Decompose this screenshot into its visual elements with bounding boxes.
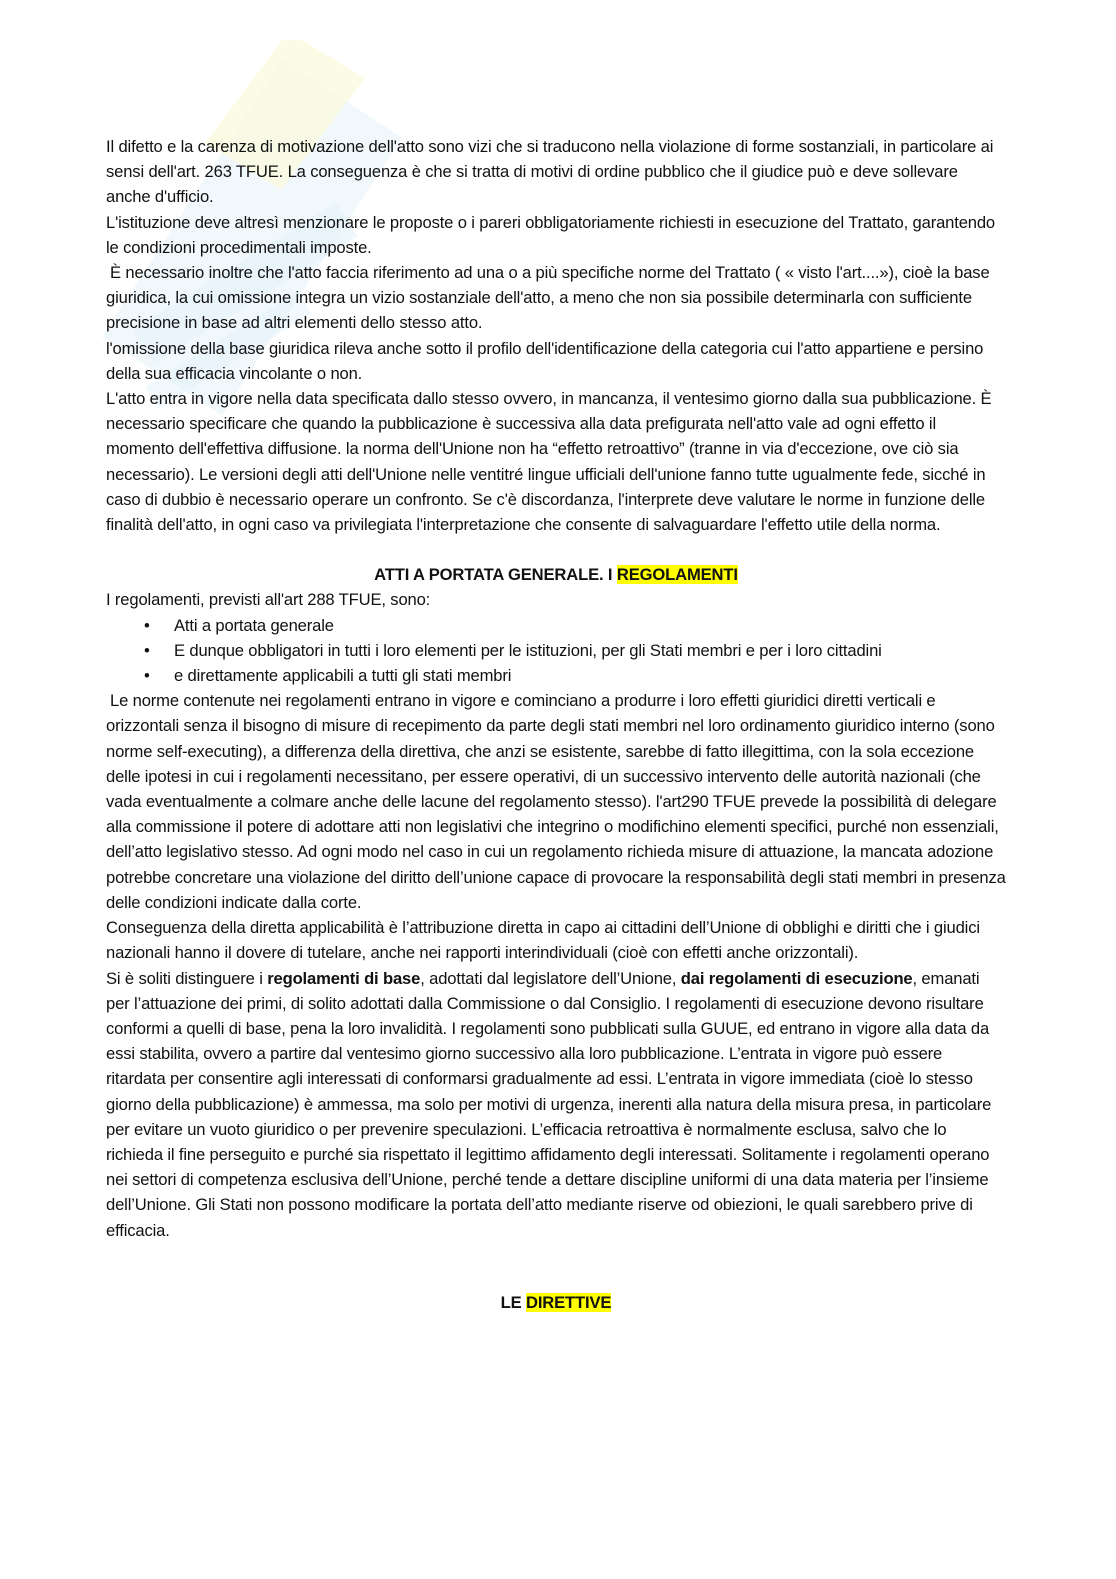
bold-regolamenti-base: regolamenti di base <box>267 968 421 988</box>
paragraph-regolamenti-lead: I regolamenti, previsti all'art 288 TFUE, sono: <box>106 590 431 610</box>
text-span: , adottati dal legislatore dell’Unione, <box>420 968 681 988</box>
list-item: • e direttamente applicabili a tutti gli stati membri <box>174 663 1006 688</box>
text-span: , emanati per l’attuazione dei primi, di solito adottati dalla Commissione o dal Consiglio. I regolamenti di esecuzione devono risultare conformi a quelli di base, pena la loro invalidità. I regolamenti sono pubblicati sulla GUUE, ed entrano in vigore alla data da essi stabilita, ovvero a partire dal ventesimo giorno successivo alla loro pubblicazione. L’entrata in vigore può essere ritardata per consentire agli interessati di conformarsi gradualmente ad essi. L’entrata in vigore immediata (cioè lo stesso giorno della pubblicazione) è ammessa, ma solo per motivi di urgenza, inerenti alla natura della misura presa, in particolare per evitare un vuoto giuridico o per prevenire speculazioni. L’efficacia retroattiva è normalmente esclusa, salvo che lo richieda il fine perseguito e purché sia rispettato il legittimo affidamento degli interessati. Solitamente i regolamenti operano nei settori di competenza esclusiva dell’Unione, perché tende a dettare discipline uniformi di una data materia per l’insieme dell’Unione. Gli Stati non possono modificare la portata dell’atto mediante riserve od obiezioni, le quali sarebbero prive di efficacia. <box>106 968 992 1240</box>
paragraph-entrata-vigore: L'atto entra in vigore nella data specificata dallo stesso ovvero, in mancanza, il ventesimo giorno dalla sua pubblicazione. È necessario specificare che quando la pubblicazione è successiva alla data prefigurata nell'atto vale ad ogni effetto il momento dell'effettiva diffusione. la norma dell'Unione non ha “effetto retroattivo” (tranne in via d'eccezione, ove ciò sia necessario). Le versioni degli atti dell'Unione nelle ventitré lingue ufficiali dell'unione fanno tutte ugualmente fede, sicché in caso di dubbio è necessario operare un confronto. Se c'è discordanza, l'interprete deve valutare le norme in funzione delle finalità dell'atto, in ogni caso va privilegiata l'interpretazione che consente di salvaguardare l'effetto utile della norma. <box>106 389 992 535</box>
list-item: • Atti a portata generale <box>174 613 1006 638</box>
heading-regolamenti-prefix: ATTI A PORTATA GENERALE. I <box>374 565 617 585</box>
paragraph-motivazione: Il difetto e la carenza di motivazione dell'atto sono vizi che si traducono nella violazione di forme sostanziali, in particolare ai sensi dell'art. 263 TFUE. La conseguenza è che si tratta di motivi di ordine pubblico che il giudice può e deve sollevare anche d'ufficio. <box>106 137 994 207</box>
paragraph-norme-regolamenti: Le norme contenute nei regolamenti entrano in vigore e cominciano a produrre i loro effetti giuridici diretti verticali e orizzontali senza il bisogno di misure di recepimento da parte degli stati membri nel loro ordinamento giuridico interno (sono norme self-executing), a differenza della direttiva, che anzi se esistente, sarebbe di fatto illegittima, con la sola eccezione delle ipotesi in cui i regolamenti necessitano, per essere operativi, di un successivo intervento delle autorità nazionali (che vada eventualmente a colmare anche delle lacune del regolamento stesso). l'art290 TFUE prevede la possibilità di delegare alla commissione il potere di adottare atti non legislativi che integrino o modifichino elementi specifici, purché non essenziali, dell’atto legislativo stesso. Ad ogni modo nel caso in cui un regolamento richieda misure di attuazione, la mancata adozione potrebbe concretare una violazione del diritto dell’unione capace di provocare la responsabilità degli stati membri in presenza delle condizioni indicate dalla corte. <box>106 691 1006 912</box>
document-page <box>106 134 1006 1315</box>
bold-regolamenti-esecuzione: dai regolamenti di esecuzione <box>680 968 913 988</box>
heading-direttive-prefix: LE <box>500 1292 527 1312</box>
paragraph-istituzione: L'istituzione deve altresì menzionare le proposte o i pareri obbligatoriamente richiesti in esecuzione del Trattato, garantendo le condizioni procedimentali imposte. <box>106 212 996 257</box>
paragraph-distinguere <box>106 966 1006 1243</box>
text-span: Si è soliti distinguere i <box>106 968 268 988</box>
regolamenti-bullet-list <box>106 613 1006 689</box>
paragraph-omissione: l'omissione della base giuridica rileva anche sotto il profilo dell'identificazione della categoria cui l'atto appartiene e persino della sua efficacia vincolante o non. <box>106 338 984 383</box>
heading-regolamenti <box>106 562 1006 587</box>
paragraph-base-giuridica: È necessario inoltre che l'atto faccia riferimento ad una o a più specifiche norme del Trattato ( « visto l'art....»), cioè la base giuridica, la cui omissione integra un vizio sostanziale dell'atto, a meno che non sia possibile determinarla con sufficiente precisione in base ad altri elementi dello stesso atto. <box>106 263 990 333</box>
paragraph-conseguenza: Conseguenza della diretta applicabilità è l’attribuzione diretta in capo ai cittadini dell’Unione di obblighi e diritti che i giudici nazionali hanno il dovere di tutelare, anche nei rapporti interindividuali (cioè con effetti anche orizzontali). <box>106 918 980 963</box>
list-item: • E dunque obbligatori in tutti i loro elementi per le istituzioni, per gli Stati membri e per i loro cittadini <box>174 638 1006 663</box>
heading-regolamenti-highlight: REGOLAMENTI <box>616 565 738 585</box>
spacer <box>106 537 1006 562</box>
spacer <box>106 1243 1006 1290</box>
heading-direttive <box>106 1290 1006 1315</box>
heading-direttive-highlight: DIRETTIVE <box>526 1292 612 1312</box>
